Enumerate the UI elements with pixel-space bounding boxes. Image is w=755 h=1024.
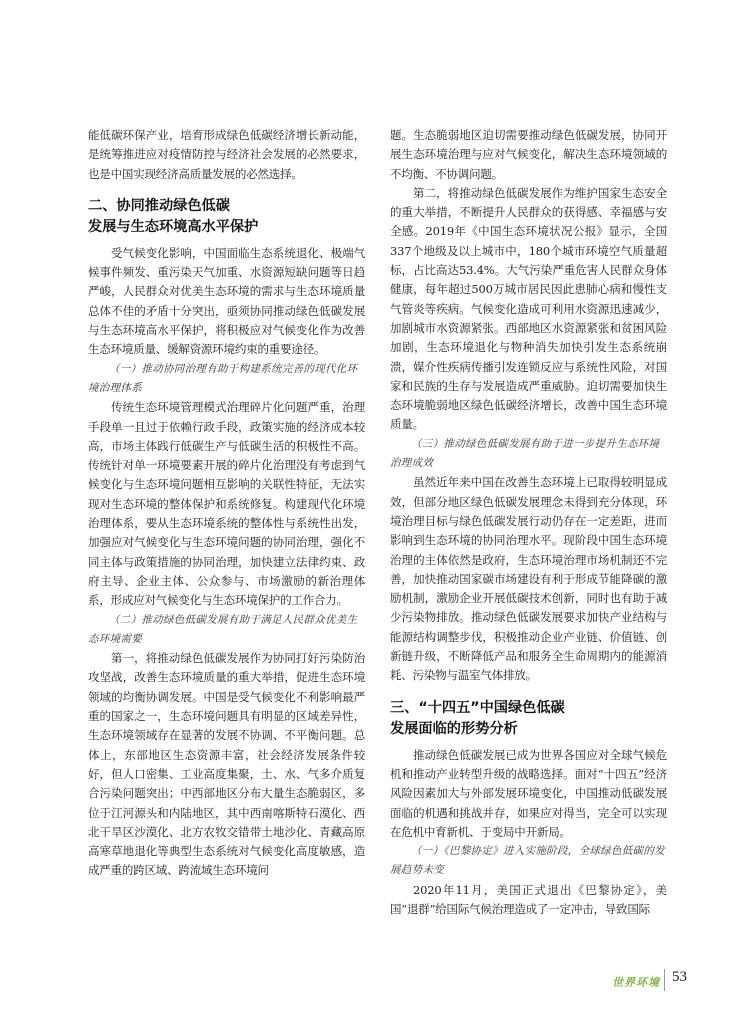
footer-divider: [664, 969, 665, 991]
paragraph-section-3: 推动绿色低碳发展已成为世界各国应对全球气候危机和推动产业转型升级的战略选择。面对“十四五”经济风险因素加大与外部发展环境变化，中国推动低碳发展面临的机遇和挑战并存，如果应对得当，完全可以实现在危机中育新机、于变局中开新局。: [390, 747, 667, 839]
paragraph-second-point: 第二，将推动绿色低碳发展作为维护国家生态安全的重大举措，不断提升人民群众的获得感、幸福感与安全感。2019年《中国生态环境状况公报》显示，全国 337个地级及以上城市中，180个城市环境空气质量超标，占比高达53.4%。大气污染严重危害人民群众身体健康，每年超过500万城市居民因此患肺心病和慢性支气管炎等疾病。气候变化造成可利用水资源迅速减少，加剧城市水资源紧张。西部地区水资源紧张和贫困风险加剧，生态环境退化与物种消失加快引发生态系统崩溃，媒介性疾病传播引发连锁反应与系统性风险，对国家和民族的生存与发展造成严重威胁。迫切需要加快生态环境脆弱地区绿色低碳经济增长，改善中国生态环境质量。: [390, 185, 667, 432]
subsection-1-heading: （一）推动协同治理有助于构建系统完善的现代化环境治理体系: [88, 362, 358, 394]
section-3-heading: [390, 698, 667, 740]
section-3-heading-line2: 发展面临的形势分析: [390, 720, 518, 737]
paragraph-subsection-3: 虽然近年来中国在改善生态环境上已取得较明显成效，但部分地区绿色低碳发展理念未得到充分体现，环境治理目标与绿色低碳发展行动仍存在一定差距，进而影响到生态环境的协同治理水平。现阶段中国生态环境治理的主体依然是政府，生态环境治理市场机制还不完善，加快推动国家碳市场建设有利于形成节能降碳的激励机制，激励企业开展低碳技术创新，同时也有助于减少污染物排放。推动绿色低碳发展要求加快产业结构与能源结构调整步伐，积极推动企业产业链、价值链、创新链升级，不断降低产品和服务全生命周期内的能源消耗、污染物与温室气体排放。: [390, 475, 667, 683]
section-2-heading: [88, 196, 365, 238]
paragraph-continued: 题。生态脆弱地区迫切需要推动绿色低碳发展，协同开展生态环境治理与应对气候变化，解决生态环境领域的不均衡、不协调问题。: [390, 128, 667, 181]
section-3-heading-line1: 三、“十四五”中国绿色低碳: [390, 699, 565, 716]
subsection-2-heading: （二）推动绿色低碳发展有助于满足人民群众优美生态环境需要: [88, 613, 358, 645]
left-column: [88, 126, 365, 881]
paragraph-section-2: 受气候变化影响，中国面临生态系统退化、极端气候事件频发、重污染天气加重、水资源短缺问题等日趋严峻，人民群众对优美生态环境的需求与生态环境质量总体不佳的矛盾十分突出，亟须协同推动绿色低碳发展与生态环境高水平保护，将积极应对气候变化作为改善生态环境质量、缓解资源环境约束的重要途径。: [88, 245, 365, 357]
paragraph-subsection-1: 传统生态环境管理模式治理碎片化问题严重，治理手段单一且过于依赖行政手段，政策实施的经济成本较高，市场主体践行低碳生产与低碳生活的积极性不高。传统针对单一环境要素开展的碎片化治理没有考虑到气候变化与生态环境问题相互影响的关联性特征，无法实现对生态环境的整体保护和系统修复。构建现代化环境治理体系，要从生态环境系统的整体性与系统性出发，加强应对气候变化与生态环境问题的协同治理，强化不同主体与政策措施的协同治理，加快建立法律约束、政府主导、企业主体、公众参与、市场激励的新治理体系，形成应对气候变化与生态环境保护的工作合力。: [88, 400, 365, 608]
paragraph-intro: 能低碳环保产业，培育形成绿色低碳经济增长新动能，是统筹推进应对疫情防控与经济社会发展的必然要求，也是中国实现经济高质量发展的必然选择。: [88, 128, 365, 181]
paragraph-subsection-4: 2020年11月，美国正式退出《巴黎协定》，美国“退群”给国际气候治理造成了一定冲击，导致国际: [390, 882, 667, 916]
page-number: 53: [672, 969, 687, 985]
paragraph-subsection-2: 第一，将推动绿色低碳发展作为协同打好污染防治攻坚战，改善生态环境质量的重大举措，促进生态环境领域的均衡协调发展。中国是受气候变化不利影响最严重的国家之一，生态环境问题具有明显的区域差异性，生态环境领域存在显著的发展不协调、不平衡问题。总体上，东部地区生态资源丰富，社会经济发展条件较好，但人口密集、工业高度集聚，土、水、气多介质复合污染问题突出；中西部地区分布大量生态脆弱区，多位于江河源头和内陆地区，其中西南喀斯特石漠化、西北干旱区沙漠化、北方农牧交错带土地沙化、青藏高原高寒草地退化等典型生态系统对气候变化高度敏感，造成严重的跨区域、跨流域生态环境问: [88, 651, 365, 878]
subsection-4-heading: （一）《巴黎协定》进入实施阶段，全球绿色低碳的发展趋势未变: [390, 845, 665, 877]
section-2-heading-line2: 发展与生态环境高水平保护: [88, 218, 259, 235]
section-2-heading-line1: 二、协同推动绿色低碳: [88, 197, 230, 214]
right-column: [390, 126, 667, 919]
subsection-3-heading: （三）推动绿色低碳发展有助于进一步提升生态环境治理成效: [390, 437, 660, 470]
magazine-brand-logo: 世界环境: [612, 976, 660, 989]
